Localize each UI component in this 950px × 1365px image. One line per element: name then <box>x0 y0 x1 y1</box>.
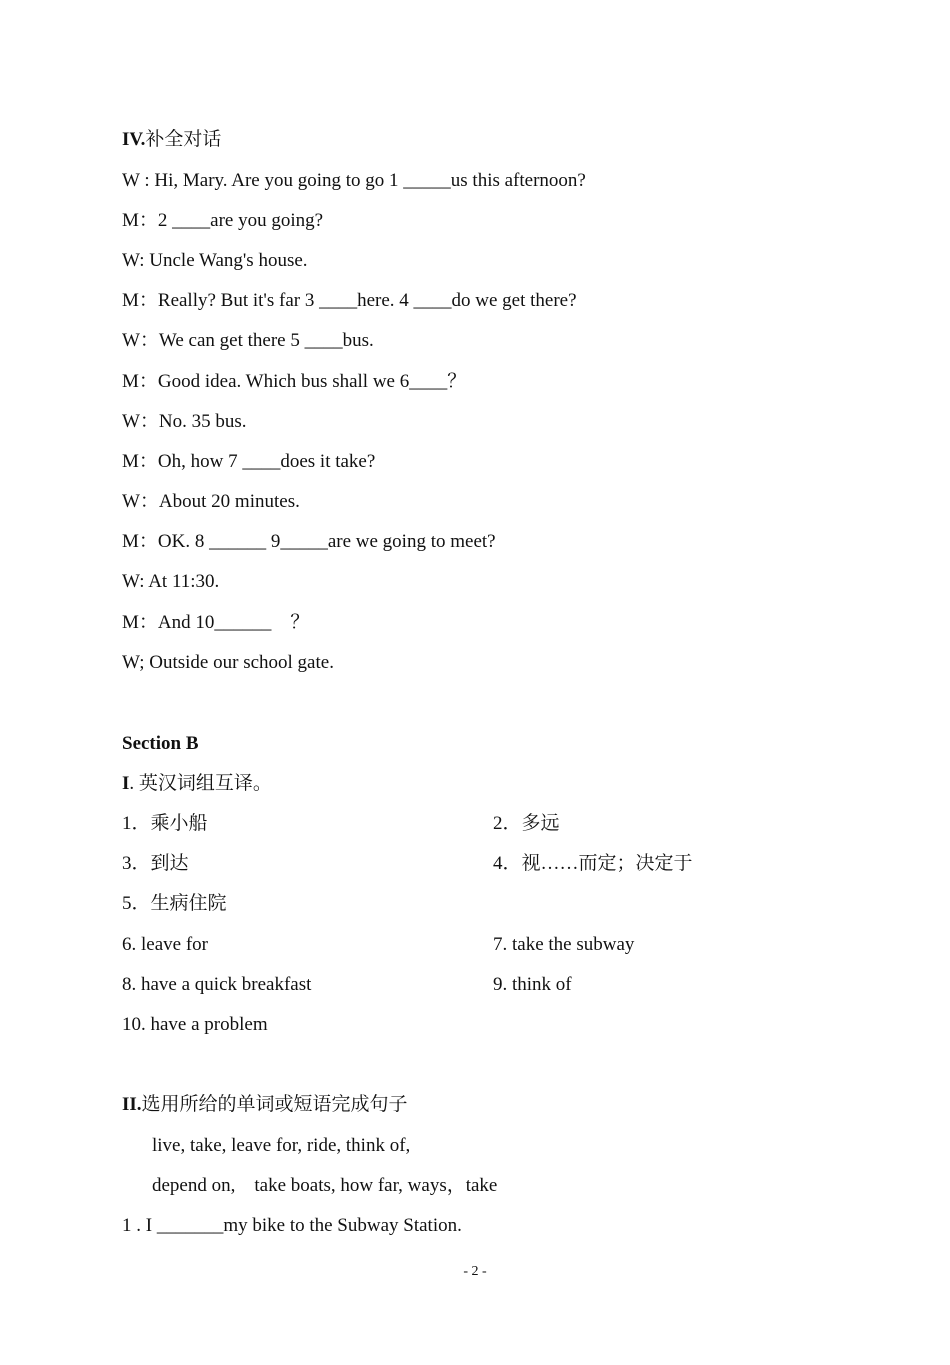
dialogue-line: M：OK. 8 ______ 9_____are we going to meet? <box>122 531 496 552</box>
phrase-item: 6. leave for <box>122 934 208 955</box>
phrase-item: 3．到达 <box>122 853 189 874</box>
dialogue-line: M：Really? But it's far 3 ____here. 4 ____do we get there? <box>122 290 577 311</box>
part-i-heading <box>122 772 272 796</box>
dialogue-line: W: Uncle Wang's house. <box>122 250 308 271</box>
heading-number: II. <box>122 1094 142 1115</box>
dialogue-line: M：2 ____are you going? <box>122 210 324 231</box>
dialogue-line: W : Hi, Mary. Are you going to go 1 _____us this afternoon? <box>122 170 586 191</box>
question-1: 1 . I _______my bike to the Subway Station. <box>122 1215 462 1236</box>
phrase-item: 5．生病住院 <box>122 893 227 914</box>
phrase-item: 4．视……而定；决定于 <box>493 853 693 874</box>
dialogue-line: W; Outside our school gate. <box>122 652 334 673</box>
phrase-item: 9. think of <box>493 974 572 995</box>
dialogue-line: M：Good idea. Which bus shall we 6____？ <box>122 371 467 392</box>
dialogue-line: W：About 20 minutes. <box>122 491 300 512</box>
phrase-item: 2．多远 <box>493 813 560 834</box>
heading-text: . 英汉词组互译。 <box>129 773 272 794</box>
phrase-item: 7. take the subway <box>493 934 635 955</box>
heading-text: 补全对话 <box>145 129 222 150</box>
word-bank-line: depend on, take boats, how far, ways，take <box>152 1175 498 1196</box>
page-number: - 2 - <box>463 1264 487 1279</box>
dialogue-line: M：And 10______ ？ <box>122 612 310 633</box>
dialogue-line: W: At 11:30. <box>122 571 220 592</box>
heading-text: 选用所给的单词或短语完成句子 <box>141 1094 408 1115</box>
heading-number: I <box>122 773 130 794</box>
phrase-item: 10. have a problem <box>122 1014 268 1035</box>
word-bank-line: live, take, leave for, ride, think of, <box>152 1135 411 1156</box>
heading-number: IV. <box>122 129 146 150</box>
section-iv-heading <box>122 128 221 152</box>
dialogue-line: M：Oh, how 7 ____does it take? <box>122 451 376 472</box>
section-b-title: Section B <box>122 733 199 754</box>
dialogue-line: W：We can get there 5 ____bus. <box>122 330 374 351</box>
phrase-item: 1．乘小船 <box>122 813 208 834</box>
dialogue-line: W：No. 35 bus. <box>122 411 247 432</box>
part-ii-heading <box>122 1093 408 1117</box>
phrase-item: 8. have a quick breakfast <box>122 974 312 995</box>
